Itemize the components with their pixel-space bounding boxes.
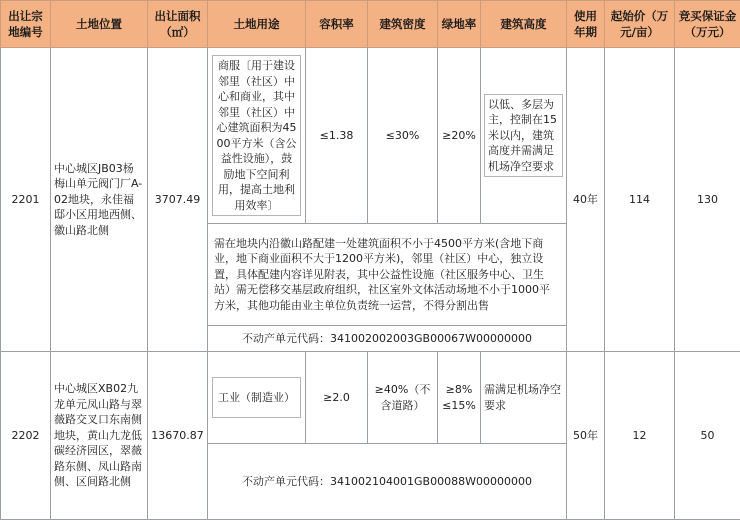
header-term: 使用年期 — [567, 1, 605, 48]
parcel-height — [481, 48, 567, 224]
header-green: 绿地率 — [438, 1, 481, 48]
parcel-note: 需在地块内沿徽山路配建一处建筑面积不小于4500平方米(含地下商业，地下商业面积不大于1200平方米)，邻里（社区）中心，独立设置，具体配建内容详见附表，其中公益性设施（社区服务中心、卫生站）需无偿移交基层政府组织，社区室外文体活动场地不小于1000平方米，其他功能由业主单位负责统一运营，不得分割出售 — [208, 224, 567, 326]
header-area: 出让面积（㎡） — [148, 1, 208, 48]
parcel-density: ≥40%（不含道路） — [368, 352, 438, 444]
table-row — [1, 352, 740, 444]
parcel-green-ratio — [438, 352, 481, 444]
parcel-unit-code: 不动产单元代码：341002002003GB00067W00000000 — [208, 326, 567, 352]
parcel-usage-text: 工业（制造业） — [212, 377, 301, 419]
parcel-density: ≤30% — [368, 48, 438, 224]
parcel-far: ≤1.38 — [306, 48, 368, 224]
parcel-deposit: 130 — [675, 48, 740, 352]
parcel-term: 50年 — [567, 352, 605, 520]
table-row — [1, 48, 740, 224]
header-location: 土地位置 — [51, 1, 148, 48]
header-row — [1, 1, 740, 48]
parcel-usage — [208, 48, 306, 224]
parcel-height-text: 以低、多层为主，控制在15米以内，建筑高度并需满足机场净空要求 — [484, 94, 563, 178]
parcel-term: 40年 — [567, 48, 605, 352]
header-id: 出让宗地编号 — [1, 1, 51, 48]
parcel-area: 13670.87 — [148, 352, 208, 520]
header-density: 建筑密度 — [368, 1, 438, 48]
parcel-usage-text: 商服〔用于建设邻里（社区）中心和商业，其中邻里（社区）中心建筑面积为4500平方米（含公益性设施），鼓励地下空间利用，提高土地利用效率〕 — [212, 55, 301, 216]
parcel-location: 中心城区XB02九龙单元凤山路与翠薇路交叉口东南侧地块，黄山九龙低碳经济园区，翠薇路东侧、凤山路南侧、区间路北侧 — [51, 352, 148, 520]
header-start-price: 起始价（万元/亩） — [605, 1, 675, 48]
parcel-id: 2201 — [1, 48, 51, 352]
parcel-area: 3707.49 — [148, 48, 208, 352]
parcel-green-max: ≤15% — [442, 398, 476, 412]
header-far: 容积率 — [306, 1, 368, 48]
header-usage: 土地用途 — [208, 1, 306, 48]
parcel-unit-code: 不动产单元代码：341002104001GB00088W00000000 — [208, 444, 567, 520]
parcel-location: 中心城区JB03杨梅山单元阀门厂A-02地块，永佳福邸小区用地西侧、徽山路北侧 — [51, 48, 148, 352]
parcel-green-min: ≥8% — [445, 383, 473, 396]
parcel-usage — [208, 352, 306, 444]
parcel-start-price: 12 — [605, 352, 675, 520]
parcel-far: ≥2.0 — [306, 352, 368, 444]
parcel-deposit: 50 — [675, 352, 740, 520]
parcel-start-price: 114 — [605, 48, 675, 352]
header-height: 建筑高度 — [481, 1, 567, 48]
parcel-height: 需满足机场净空要求 — [481, 352, 567, 444]
header-deposit: 竞买保证金（万元） — [675, 1, 740, 48]
parcel-id: 2202 — [1, 352, 51, 520]
parcel-green-ratio: ≥20% — [438, 48, 481, 224]
